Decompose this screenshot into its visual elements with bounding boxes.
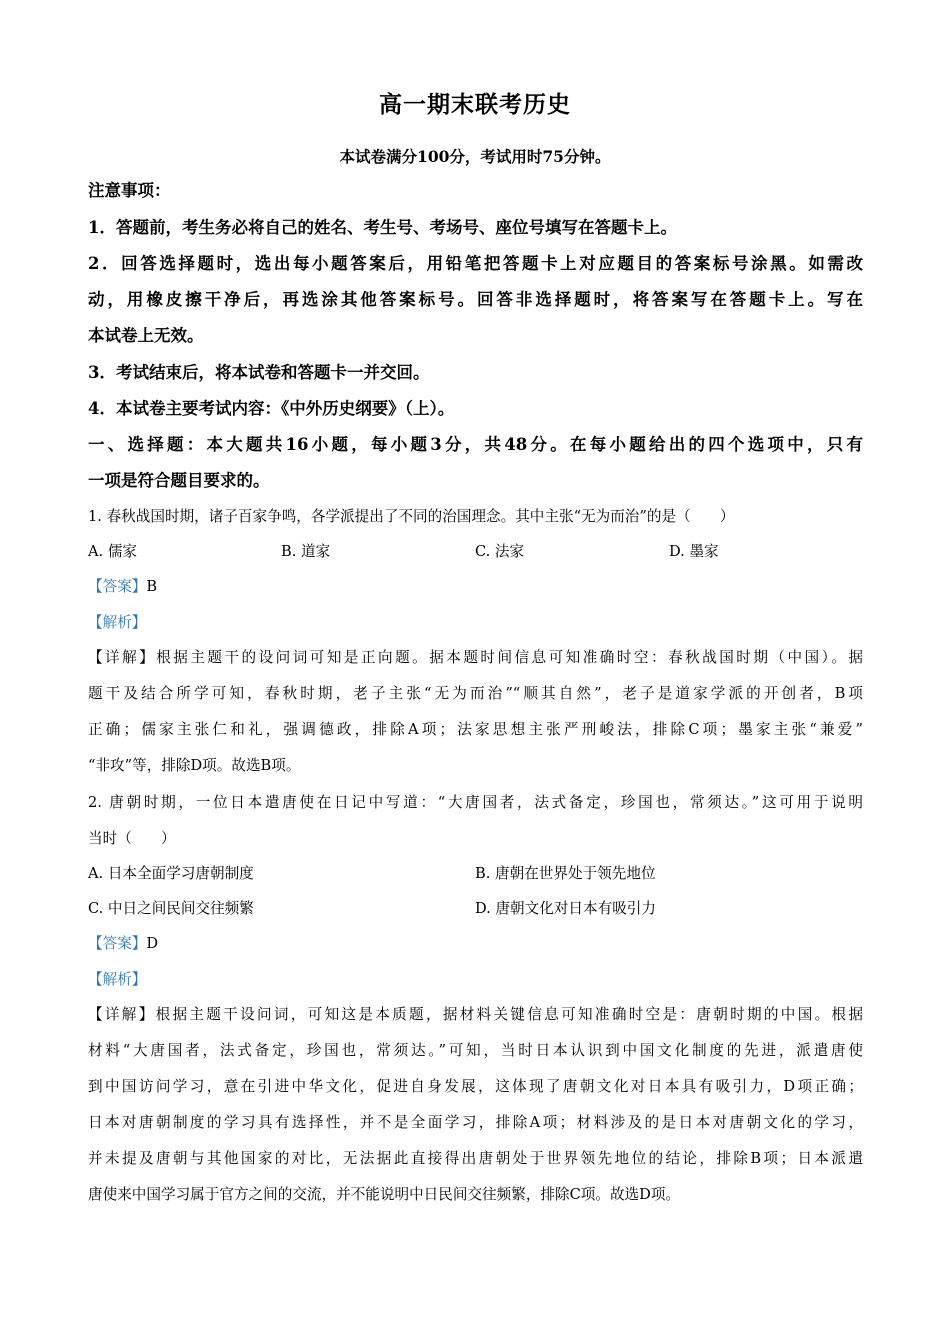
q2-answer-value: D bbox=[146, 935, 159, 952]
q1-option-c: C. 法家 bbox=[475, 543, 525, 560]
notice-item-3: 3．考试结束后，将本试卷和答题卡一并交回。 bbox=[88, 363, 430, 382]
q1-detail-line-2: 题干及结合所学可知，春秋时期，老子主张“无为而治”“顺其自然”，老子是道家学派的开创者，B项 bbox=[88, 685, 863, 702]
q2-option-c: C. 中日之间民间交往频繁 bbox=[88, 900, 254, 917]
q1-stem: 1. 春秋战国时期，诸子百家争鸣，各学派提出了不同的治国理念。其中主张“无为而治”的是（ ） bbox=[88, 508, 735, 525]
q2-option-a: A. 日本全面学习唐朝制度 bbox=[88, 865, 254, 882]
q1-detail-line-1: 【详解】根据主题干的设问词可知是正向题。据本题时间信息可知准确时空：春秋战国时期（中国）。据 bbox=[88, 649, 863, 666]
q2-detail-line-4: 日本对唐朝制度的学习具有选择性，并不是全面学习，排除A项；材料涉及的是日本对唐朝文化的学习， bbox=[88, 1114, 863, 1131]
notice-header: 注意事项： bbox=[88, 181, 171, 200]
detail-label: 【详解】 bbox=[88, 1006, 156, 1023]
notice-item-2-line-2: 动，用橡皮擦干净后，再选涂其他答案标号。回答非选择题时，将答案写在答题卡上。写在 bbox=[88, 290, 863, 309]
exam-subtitle: 本试卷满分100分，考试用时75分钟。 bbox=[339, 147, 611, 166]
notice-item-2-line-3: 本试卷上无效。 bbox=[88, 326, 204, 345]
q1-option-d: D. 墨家 bbox=[669, 543, 719, 560]
notice-item-2-line-1: 2．回答选择题时，选出每小题答案后，用铅笔把答题卡上对应题目的答案标号涂黑。如需改 bbox=[88, 254, 863, 273]
q1-analysis-label: 【解析】 bbox=[88, 614, 147, 631]
section-heading-line-1: 一、选择题：本大题共16小题，每小题3分，共48分。在每小题给出的四个选项中，只有 bbox=[88, 435, 863, 454]
page-title: 高一期末联考历史 bbox=[379, 91, 571, 118]
q1-answer bbox=[88, 575, 863, 596]
q2-detail-line-5: 并未提及唐朝与其他国家的对比，无法据此直接得出唐朝处于世界领先地位的结论，排除B项；日本派遣 bbox=[88, 1150, 863, 1167]
detail-label: 【详解】 bbox=[88, 649, 157, 666]
q2-detail-line-3: 到中国访问学习，意在引进中华文化，促进自身发展，这体现了唐朝文化对日本具有吸引力，D项正确； bbox=[88, 1078, 863, 1095]
q2-option-d: D. 唐朝文化对日本有吸引力 bbox=[475, 900, 656, 917]
q2-stem-line-1: 2. 唐朝时期，一位日本遣唐使在日记中写道：“大唐国者，法式备定，珍国也，常须达。”这可用于说明 bbox=[88, 794, 863, 811]
q2-detail-line-6: 唐使来中国学习属于官方之间的交流，并不能说明中日民间交往频繁，排除C项。故选D项。 bbox=[88, 1186, 681, 1203]
q2-answer bbox=[88, 932, 863, 953]
q1-detail-line-3: 正确；儒家主张仁和礼，强调德政，排除A项；法家思想主张严刑峻法，排除C项；墨家主张“兼爱” bbox=[88, 721, 863, 738]
notice-item-1: 1．答题前，考生务必将自己的姓名、考生号、考场号、座位号填写在答题卡上。 bbox=[88, 218, 677, 237]
q2-detail-line-2: 材料“大唐国者，法式备定，珍国也，常须达。”可知，当时日本认识到中国文化制度的先进，派遣唐使 bbox=[88, 1042, 863, 1059]
q1-answer-value: B bbox=[146, 578, 158, 595]
q1-option-a: A. 儒家 bbox=[88, 543, 138, 560]
q2-option-b: B. 唐朝在世界处于领先地位 bbox=[475, 865, 656, 882]
notice-item-4: 4．本试卷主要考试内容：《中外历史纲要》（上）。 bbox=[88, 399, 455, 418]
q2-analysis-label: 【解析】 bbox=[88, 971, 147, 988]
answer-label: 【答案】 bbox=[88, 578, 147, 595]
q1-detail-line-4: “非攻”等，排除D项。故选B项。 bbox=[88, 757, 301, 774]
section-heading-line-2: 一项是符合题目要求的。 bbox=[88, 471, 270, 490]
q2-stem-line-2: 当时（ ） bbox=[88, 830, 176, 847]
q1-option-b: B. 道家 bbox=[281, 543, 331, 560]
answer-label: 【答案】 bbox=[88, 935, 147, 952]
q2-detail-line-1: 【详解】根据主题干设问词，可知这是本质题，据材料关键信息可知准确时空是：唐朝时期的中国。根据 bbox=[88, 1006, 863, 1023]
